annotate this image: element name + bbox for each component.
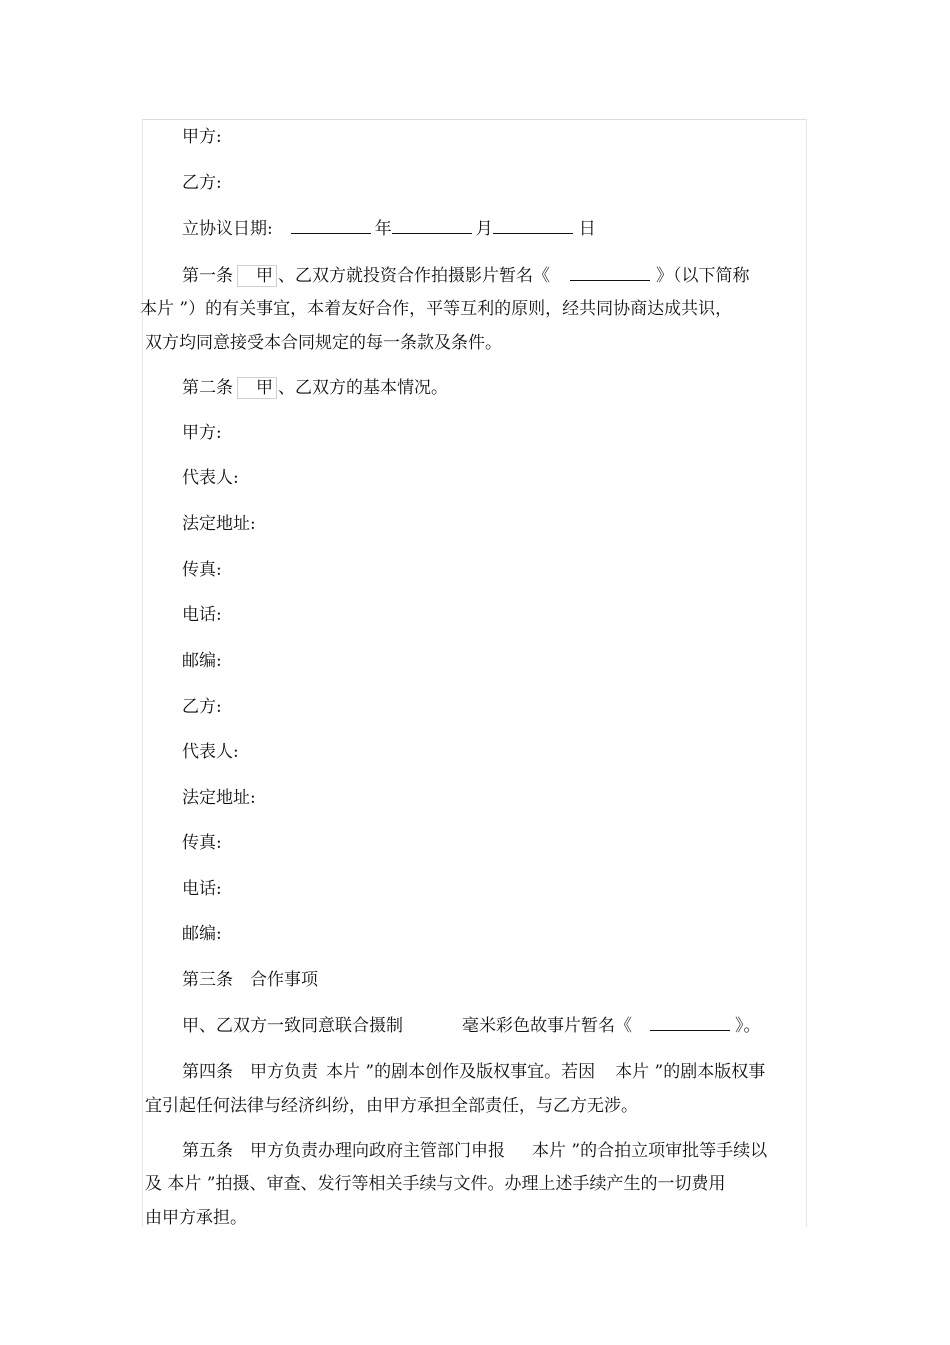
- article-4-line-1: [182, 1062, 765, 1082]
- article-3-title: 合作事项: [250, 970, 318, 990]
- party-a-name: 甲方:: [182, 423, 222, 443]
- article-2-heading: 第二条: [182, 378, 233, 398]
- article-4-text-a: 甲方负责: [250, 1062, 318, 1082]
- article-1-heading: 第一条: [182, 266, 233, 286]
- article-3-heading: 第三条: [182, 970, 233, 990]
- article-4-text-b: 本片 ”的剧本创作及版权事宜。若因: [326, 1062, 596, 1082]
- article-3-text-b: 毫米彩色故事片暂名《: [462, 1016, 632, 1036]
- article-3-text-a: 甲、乙双方一致同意联合摄制: [182, 1016, 403, 1036]
- party-b-fax: 传真:: [182, 833, 222, 853]
- party-a-representative: 代表人:: [182, 468, 239, 488]
- film-title-blank-1: [570, 266, 650, 281]
- article-2-text: 、乙双方的基本情况。: [278, 378, 448, 398]
- party-a-postcode: 邮编:: [182, 651, 222, 671]
- month-label: 月: [475, 219, 493, 239]
- year-label: 年: [374, 219, 392, 239]
- party-b-name: 乙方:: [182, 697, 222, 717]
- article-3-heading-line: [182, 970, 318, 990]
- article-5-text-a: 甲方负责办理向政府主管部门申报: [250, 1141, 505, 1161]
- party-b-representative: 代表人:: [182, 742, 239, 762]
- article-1-text-a: 、乙双方就投资合作拍摄影片暂名《: [278, 266, 550, 286]
- article-5-line-3: 由甲方承担。: [145, 1208, 247, 1228]
- article-3-text-c: 》。: [735, 1016, 761, 1036]
- article-1-text-b: 》（以下简称: [656, 266, 750, 286]
- day-blank: [493, 219, 573, 234]
- party-a-label: 甲方:: [182, 127, 222, 147]
- year-blank: [291, 219, 371, 234]
- article-5-line-2: 及 本片 ”拍摄、审查、发行等相关手续与文件。办理上述手续产生的一切费用: [145, 1174, 726, 1194]
- article-5-line-1: [182, 1141, 767, 1161]
- day-label: 日: [578, 219, 596, 239]
- article-2-jia-box: 甲: [237, 377, 277, 399]
- article-1-line-2: 本片 ”）的有关事宜，本着友好合作，平等互利的原则，经共同协商达成共识，: [140, 299, 733, 319]
- article-1-line-1: [182, 265, 750, 287]
- party-b-phone: 电话:: [182, 879, 222, 899]
- date-label: 立协议日期:: [182, 219, 273, 239]
- party-a-fax: 传真:: [182, 560, 222, 580]
- article-5-text-b: 本片 ”的合拍立项审批等手续以: [532, 1141, 768, 1161]
- party-b-label: 乙方:: [182, 173, 222, 193]
- party-b-postcode: 邮编:: [182, 924, 222, 944]
- article-3-text-line: [182, 1016, 761, 1036]
- article-4-line-2: 宜引起任何法律与经济纠纷，由甲方承担全部责任，与乙方无涉。: [145, 1096, 638, 1116]
- agreement-date-line: [182, 219, 596, 239]
- film-title-blank-2: [650, 1016, 730, 1031]
- article-2-line: [182, 377, 448, 399]
- party-a-phone: 电话:: [182, 605, 222, 625]
- article-1-jia-box: 甲: [237, 265, 277, 287]
- party-a-address: 法定地址:: [182, 514, 256, 534]
- article-4-heading: 第四条: [182, 1062, 233, 1082]
- article-5-heading: 第五条: [182, 1141, 233, 1161]
- month-blank: [392, 219, 472, 234]
- article-4-text-c: 本片 ”的剧本版权事: [615, 1062, 766, 1082]
- article-1-line-3: 双方均同意接受本合同规定的每一条款及条件。: [145, 333, 502, 353]
- party-b-address: 法定地址:: [182, 788, 256, 808]
